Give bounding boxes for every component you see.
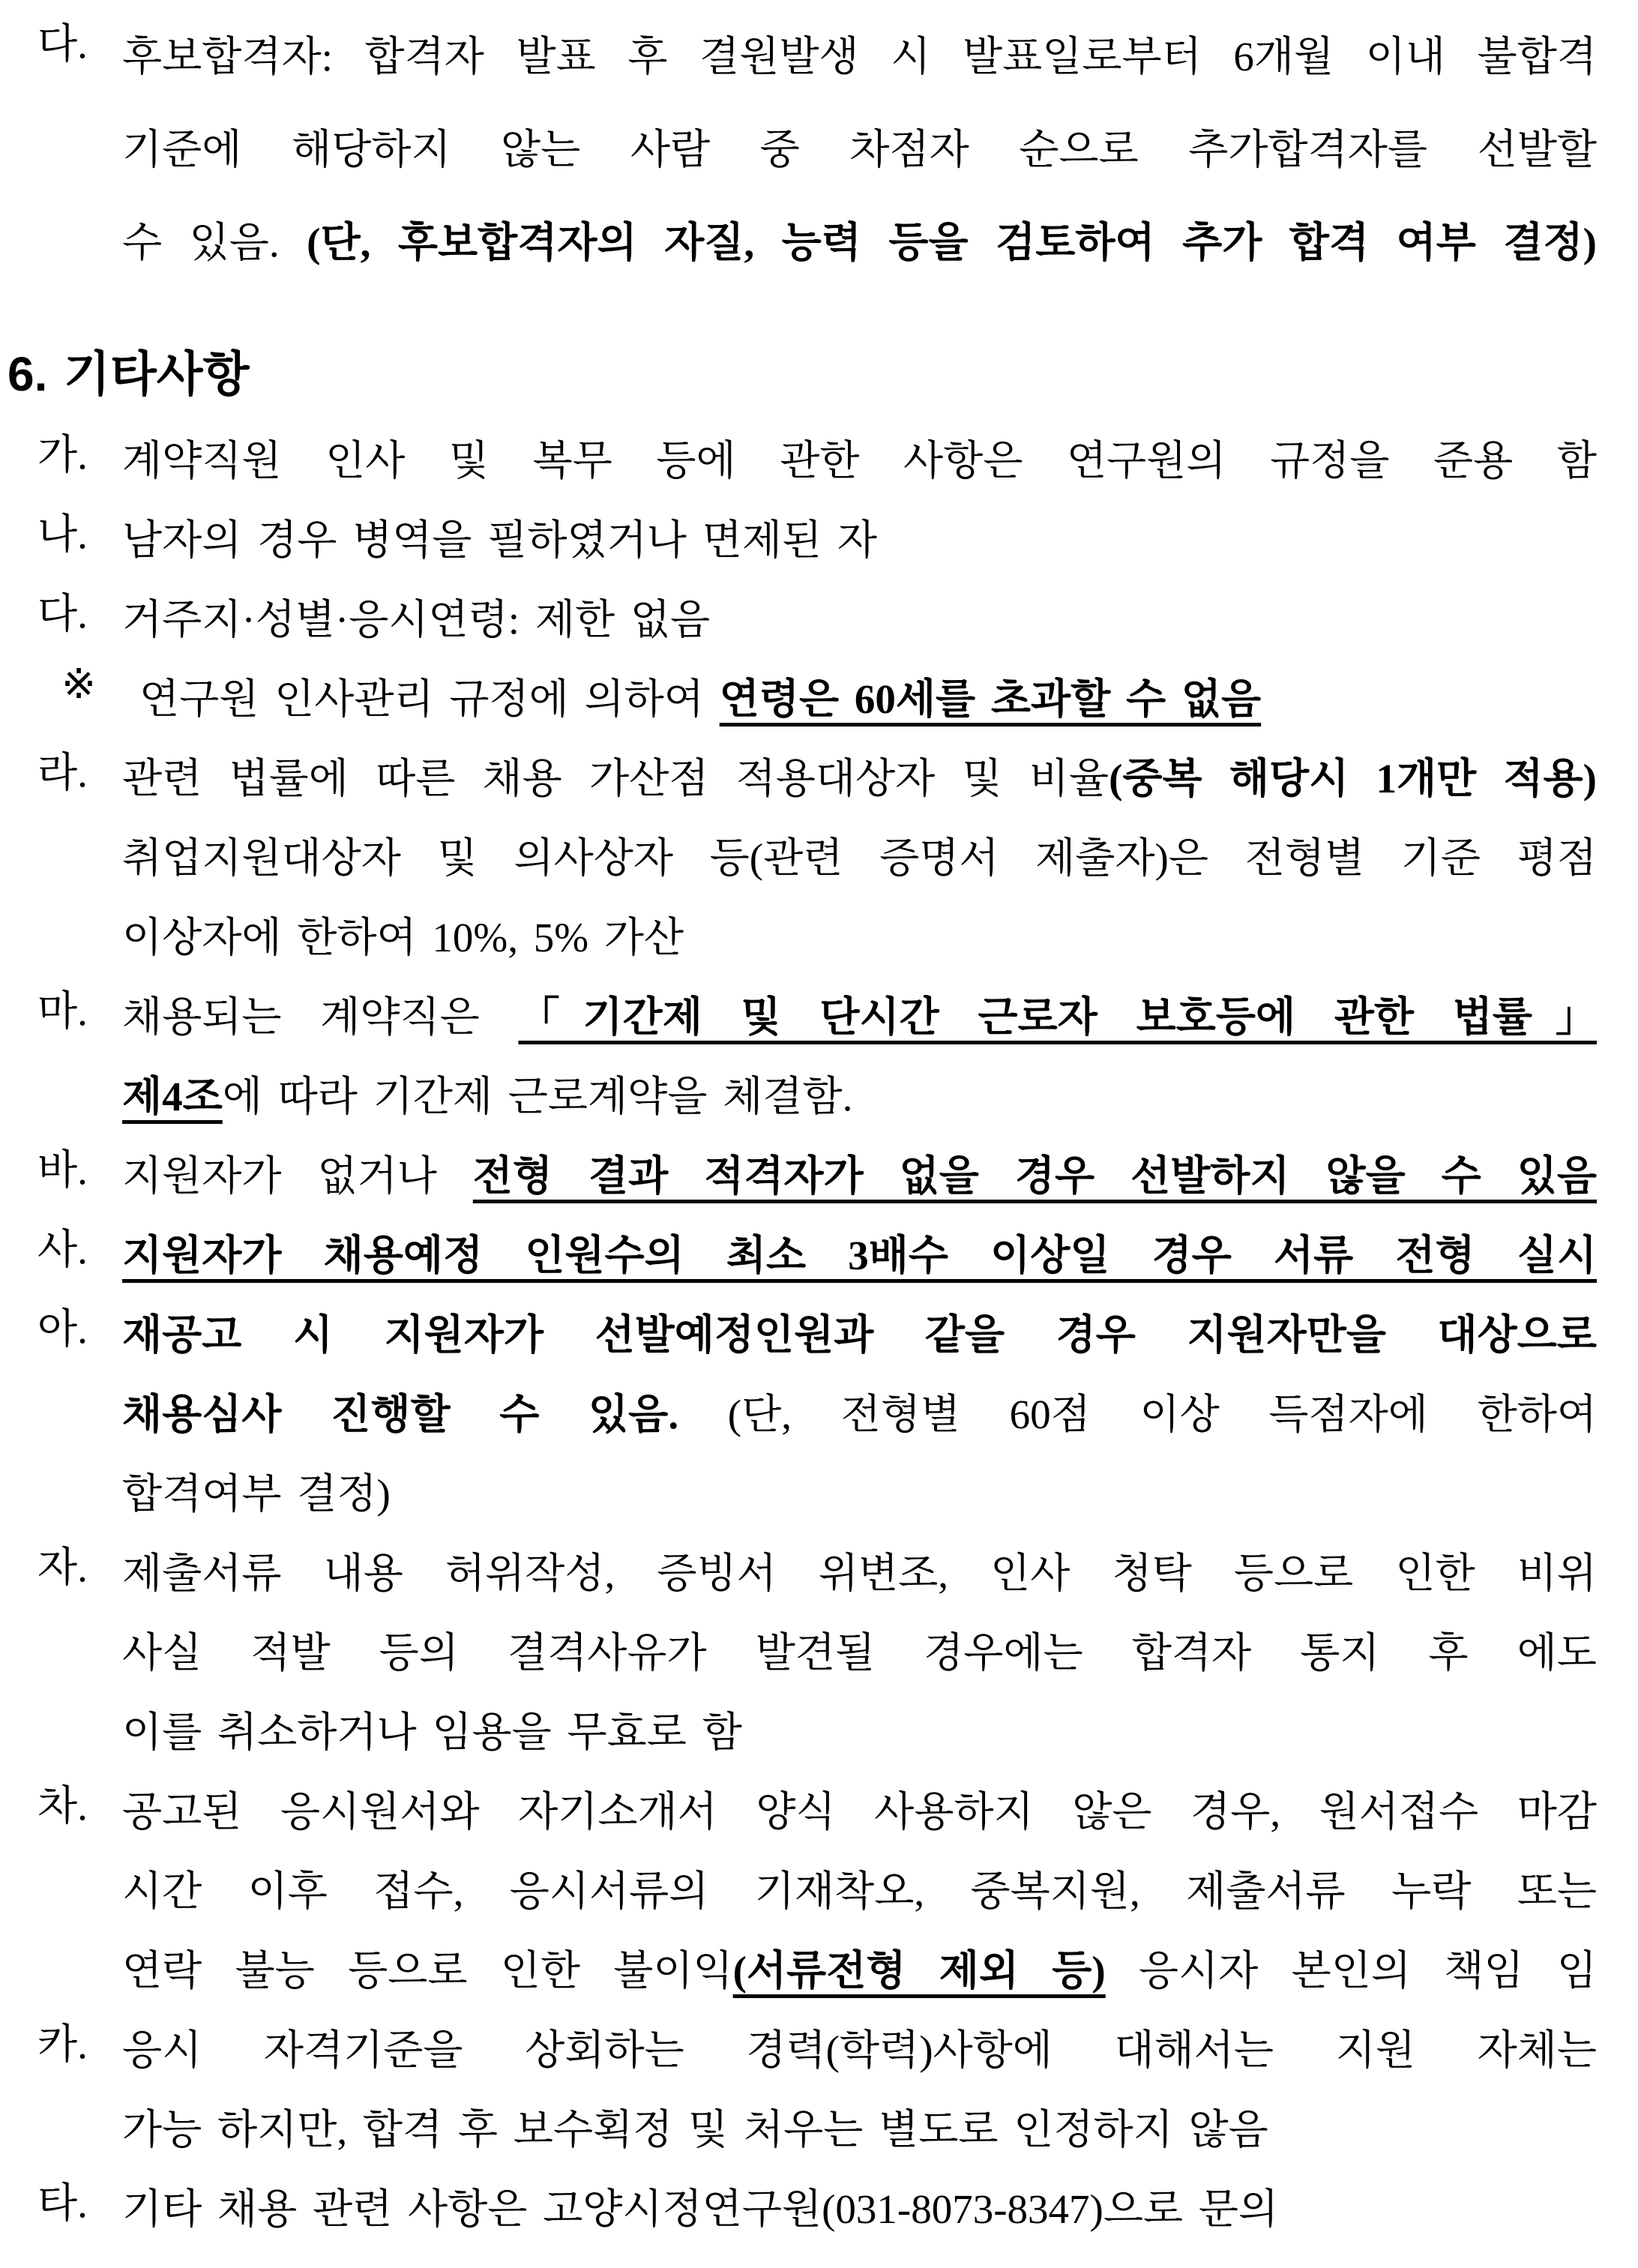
text-line (122, 103, 1597, 196)
text-run: 공고된 응시원서와 자기소개서 양식 사용하지 않은 경우, 원서접수 마감 (122, 1789, 1597, 1835)
item-content (122, 501, 1597, 580)
list-item (0, 1296, 1638, 1534)
item-content (122, 1216, 1597, 1296)
item-content (122, 421, 1597, 501)
text-line (122, 501, 1597, 580)
list-item (0, 739, 1638, 978)
item-label: 바. (37, 1147, 88, 1193)
items-section (0, 421, 1638, 2249)
text-line (122, 1613, 1597, 1693)
item-content (122, 580, 1597, 660)
text-line (122, 2170, 1597, 2249)
item-label: 사. (37, 1227, 88, 1272)
list-item (0, 580, 1638, 660)
item-content (122, 1534, 1597, 1772)
item-content (122, 1137, 1597, 1216)
section-heading: 6. 기타사항 (7, 347, 250, 401)
text-run: 계약직원 인사 및 복무 등에 관한 사항은 연구원의 규정을 준용 함 (122, 438, 1597, 484)
text-run: 취업지원대상자 및 의사상자 등(관련 증명서 제출자)은 전형별 기준 평점 (122, 835, 1597, 881)
list-item (0, 501, 1638, 580)
item-label: 자. (37, 1544, 88, 1590)
list-item (0, 2011, 1638, 2170)
text-run: 응시 자격기준을 상회하는 경력(학력)사항에 대해서는 지원 자체는 (122, 2027, 1597, 2073)
text-run: 수 있음. (122, 220, 307, 265)
intro-section (0, 10, 1638, 289)
text-run: 시간 이후 접수, 응시서류의 기재착오, 중복지원, 제출서류 누락 또는 (122, 1868, 1597, 1914)
text-run: 관련 법률에 따른 채용 가산점 적용대상자 및 비율 (122, 756, 1109, 801)
text-line (122, 1375, 1597, 1455)
text-run: 기타 채용 관련 사항은 고양시정연구원(031-8073-8347)으로 문의 (122, 2186, 1279, 2232)
item-label: 카. (37, 2021, 88, 2067)
text-run: 연락 불능 등으로 인한 불이익 (122, 1948, 733, 1994)
text-run: 사실 적발 등의 결격사유가 발견될 경우에는 합격자 통지 후 에도 (122, 1630, 1597, 1676)
item-content (139, 660, 1614, 739)
text-run: 이상자에 한하여 10%, 5% 가산 (122, 915, 684, 960)
text-line (122, 1534, 1597, 1613)
text-run: 가능 하지만, 합격 후 보수획정 및 처우는 별도로 인정하지 않음 (122, 2107, 1268, 2153)
list-item (0, 660, 1638, 739)
item-content (122, 739, 1597, 978)
item-content (122, 10, 1597, 289)
text-run: 에 따라 기간제 근로계약을 체결함. (222, 1074, 853, 1119)
text-line (122, 580, 1597, 660)
emphasized-text: 「기간제 및 단시간 근로자 보호등에 관한 법률」 (518, 994, 1597, 1040)
emphasized-text: 지원자가 채용예정 인원수의 최소 3배수 이상일 경우 서류 전형 실시 (122, 1233, 1597, 1278)
list-item (0, 1216, 1638, 1296)
item-label: 다. (37, 21, 88, 67)
item-content (122, 2011, 1597, 2170)
text-run: 후보합격자: 합격자 발표 후 결원발생 시 발표일로부터 6개월 이내 불합격 (122, 34, 1597, 79)
text-run: 합격여부 결정) (122, 1471, 391, 1517)
item-label: 가. (37, 432, 88, 478)
text-run: 제출서류 내용 허위작성, 증빙서 위변조, 인사 청탁 등으로 인한 비위 (122, 1550, 1597, 1596)
text-run: 이를 취소하거나 임용을 무효로 함 (122, 1709, 742, 1755)
list-item (0, 2170, 1638, 2249)
text-run: 지원자가 없거나 (122, 1153, 473, 1199)
text-run: 기준에 해당하지 않는 사람 중 차점자 순으로 추가합격자를 선발할 (122, 127, 1597, 172)
item-content (122, 1772, 1597, 2011)
list-item (0, 1772, 1638, 2011)
text-line (122, 978, 1597, 1057)
text-run: 거주지·성별·응시연령: 제한 없음 (122, 597, 711, 643)
item-label: ※ (61, 661, 97, 707)
text-line (122, 2011, 1597, 2090)
text-line (122, 1931, 1597, 2011)
list-item (0, 10, 1638, 289)
item-label: 마. (37, 988, 88, 1034)
item-label: 다. (37, 591, 88, 637)
text-line (122, 739, 1597, 819)
bold-text: (중복 해당시 1개만 적용) (1109, 756, 1597, 801)
text-run: 채용되는 계약직은 (122, 994, 519, 1040)
item-label: 차. (37, 1783, 88, 1829)
bold-text: (단, 후보합격자의 자질, 능력 등을 검토하여 추가 합격 여부 결정) (307, 220, 1597, 265)
emphasized-text: 연령은 60세를 초과할 수 없음 (719, 676, 1262, 722)
text-line (122, 421, 1597, 501)
bold-text: 채용심사 진행할 수 있음. (122, 1392, 728, 1437)
item-label: 라. (37, 750, 88, 795)
text-run: 남자의 경우 병역을 필하였거나 면제된 자 (122, 517, 877, 563)
text-line (122, 1296, 1597, 1375)
text-run: 연구원 인사관리 규정에 의하여 (139, 676, 720, 722)
list-item (0, 421, 1638, 501)
text-line (122, 1852, 1597, 1931)
item-label: 나. (37, 511, 88, 557)
text-line (122, 1693, 1597, 1772)
text-run: (단, 전형별 60점 이상 득점자에 한하여 (727, 1392, 1597, 1437)
text-line (122, 10, 1597, 103)
text-line (122, 2090, 1597, 2170)
item-label: 아. (37, 1306, 88, 1352)
text-line (122, 819, 1597, 898)
text-line (122, 196, 1597, 289)
text-line (122, 1772, 1597, 1852)
text-line (122, 1057, 1597, 1137)
item-content (122, 2170, 1597, 2249)
text-line (122, 1455, 1597, 1534)
list-item (0, 1534, 1638, 1772)
emphasized-text: 제4조 (122, 1074, 223, 1119)
emphasized-text: 전형 결과 적격자가 없을 경우 선발하지 않을 수 있음 (472, 1153, 1597, 1199)
text-run: 응시자 본인의 책임 임 (1105, 1948, 1598, 1994)
text-line (122, 898, 1597, 978)
text-line (122, 1137, 1597, 1216)
item-content (122, 1296, 1597, 1534)
text-line (122, 1216, 1597, 1296)
item-label: 타. (37, 2180, 88, 2226)
item-content (122, 978, 1597, 1137)
bold-text: 재공고 시 지원자가 선발예정인원과 같을 경우 지원자만을 대상으로 (122, 1312, 1597, 1358)
list-item (0, 978, 1638, 1137)
text-line (139, 660, 1614, 739)
emphasized-text: (서류전형 제외 등) (732, 1948, 1106, 1994)
list-item (0, 1137, 1638, 1216)
